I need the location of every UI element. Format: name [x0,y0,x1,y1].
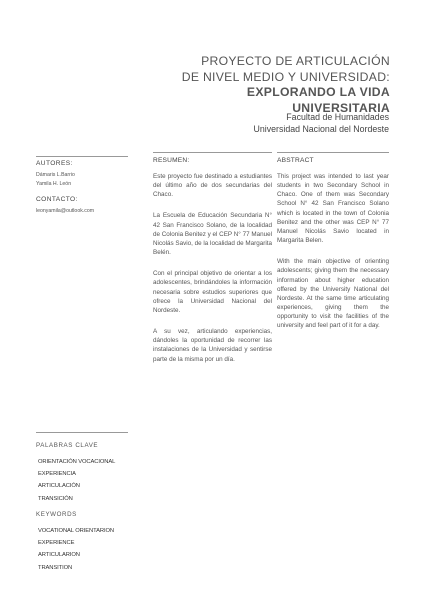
sidebar-top-divider [36,156,128,157]
resumen-divider [153,152,272,153]
keyword-item: ARTICULARION [38,552,80,559]
abstract-body [277,172,389,343]
resumen-body [153,172,272,376]
affiliation-university: Universidad Nacional del Nordeste [253,123,389,134]
keyword-item: EXPERIENCE [38,540,75,547]
contact-label: CONTACTO: [36,196,78,203]
resumen-paragraph: La Escuela de Educación Secundaria N° 42 San Francisco Solano, de la localidad de Colonia Benitez y el CEP N° 77 Manuel Nicolás Savio, de la localidad de Margarita Belén. [153,212,273,257]
affiliation-faculty: Facultad de Humanidades [286,112,389,122]
abstract-divider [277,152,389,153]
author-2: Yamila H. León [36,181,72,187]
contact-email[interactable]: leonyamila@outlook.com [36,208,95,214]
resumen-heading: RESUMEN: [153,157,190,164]
abstract-paragraph: This project was intended to last year students in two Secondary School in Chaco. One of them was Secondary School N° 42 San Francisco Solano which is located in the town of Colonia Benitez and the other was CEP N° 77 Manuel Nicolás Savio located in Margarita Belen. [277,173,389,245]
resumen-paragraph: Con el principal objetivo de orientar a los adolescentes, brindándoles la información necesaria sobre estudios superiores que ofrece la Universidad Nacional del Nordeste. [153,270,272,314]
keyword-item: ORIENTACIÓN VOCACIONAL [38,459,116,465]
title-line-3: EXPLORANDO LA VIDA UNIVERSITARIA [246,85,390,115]
resumen-paragraph: A su vez, articulando experiencias, dándoles la oportunidad de recorrer las instalaciones de la Universidad y sentirse parte de la misma por un día. [153,328,272,363]
affiliation [254,112,389,135]
title-line-2: DE NIVEL MEDIO Y UNIVERSIDAD: [181,69,390,84]
abstract-paragraph: With the main objective of orienting adolescents; giving them the necessary information about higher education offered by the University National del Nordeste. At the same time articulating experiences, giving them the opportunity to visit the facilities of the university and feel part of it for a day. [277,258,389,330]
title-line-1: PROYECTO DE ARTICULACIÓN [201,54,390,68]
authors-label: AUTORES: [36,160,73,167]
keywords-en-list [38,525,114,574]
keywords-es-list [38,456,115,505]
keyword-item: TRANSITION [38,564,73,571]
keyword-item: ARTICULACIÓN [38,483,80,490]
keywords-es-label: PALABRAS CLAVE [36,442,99,449]
resumen-paragraph: Este proyecto fue destinado a estudiantes del último año de dos secundarias del Chaco. [153,173,272,199]
keywords-divider [36,432,128,433]
keyword-item: VOCATIONAL ORIENTARION [38,528,114,534]
keywords-en-label: KEYWORDS [36,511,77,518]
keyword-item: TRANSICIÓN [38,495,73,502]
keyword-item: EXPERIENCIA [38,471,76,478]
paper-title [150,54,390,116]
abstract-heading: ABSTRACT [277,157,314,164]
author-1: Dámaris L.Barrio [36,172,75,178]
